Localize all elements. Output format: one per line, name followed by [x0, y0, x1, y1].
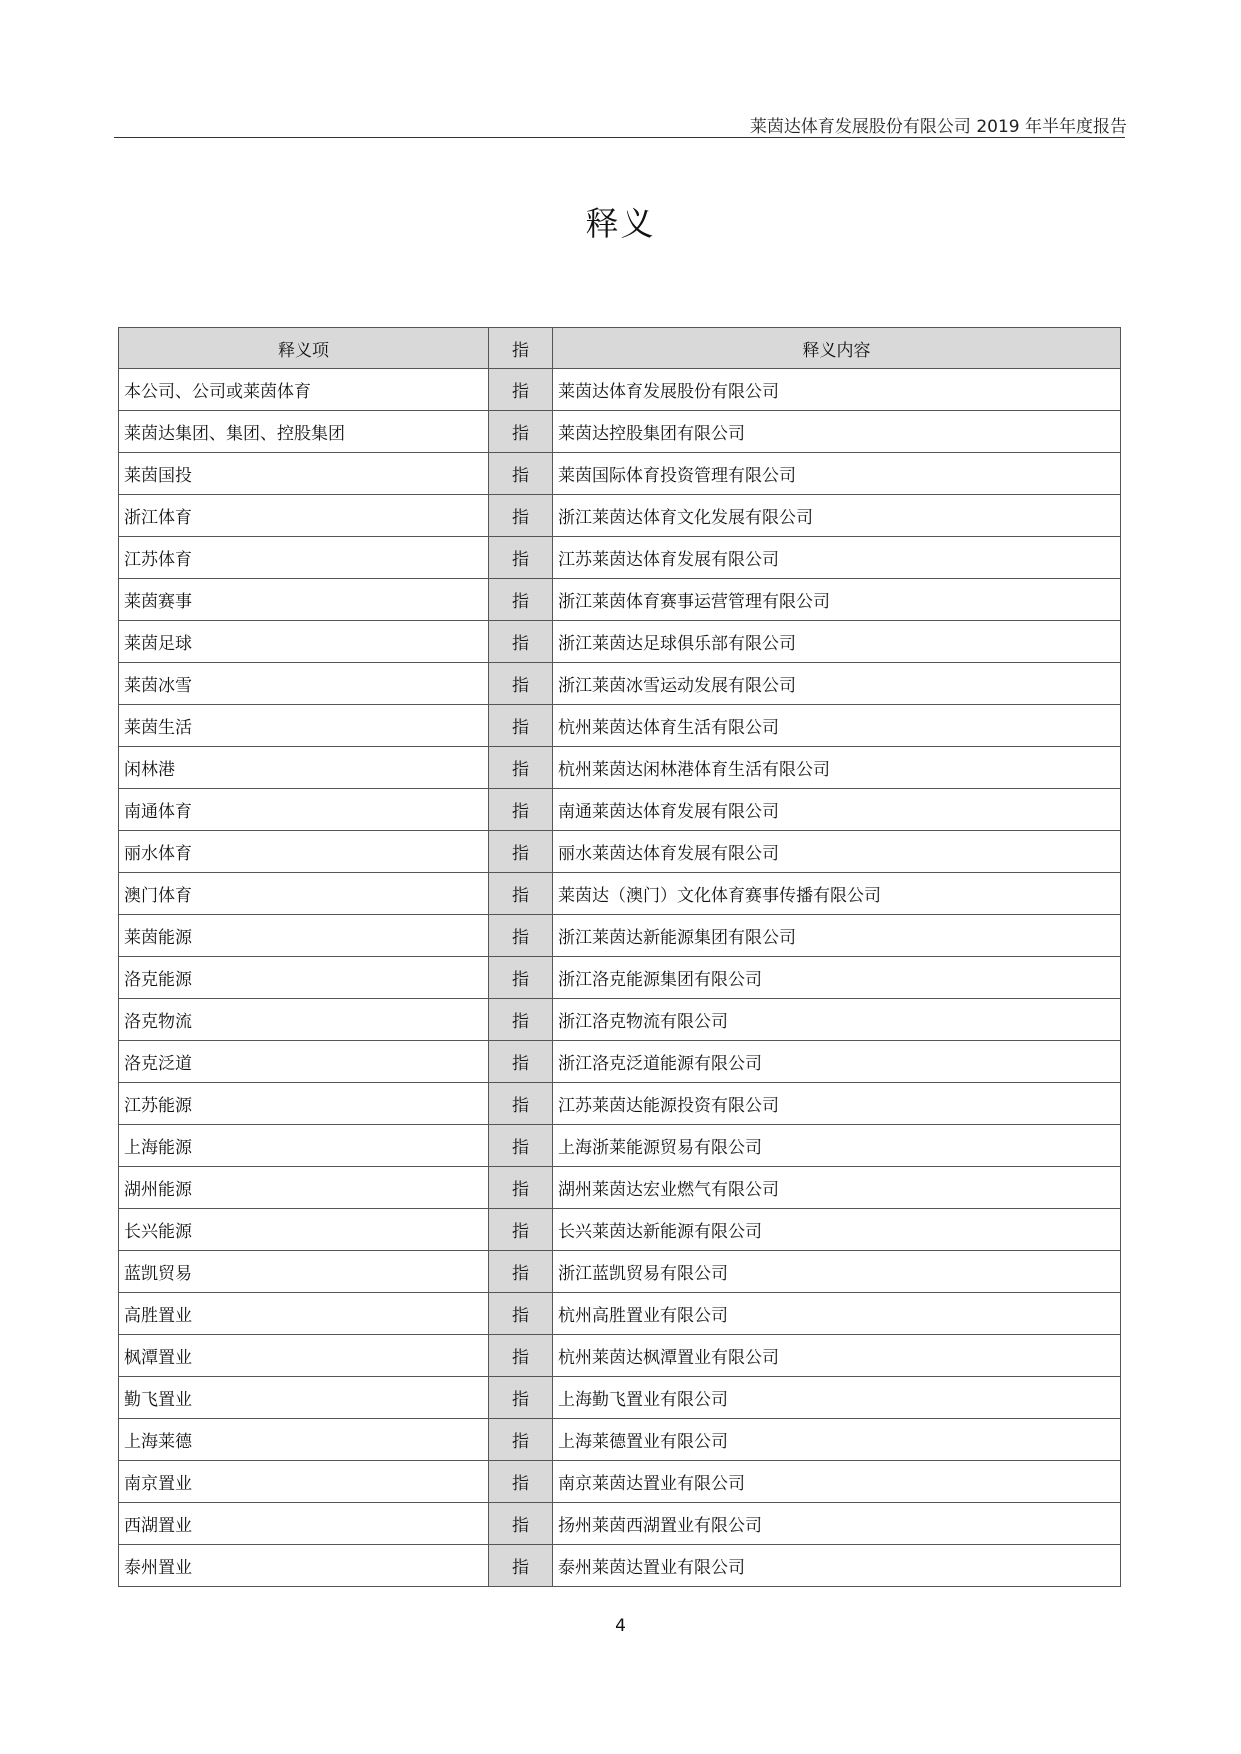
meaning-cell: 莱茵达体育发展股份有限公司	[553, 369, 1121, 411]
term-cell: 长兴能源	[119, 1209, 489, 1251]
table-row	[119, 1209, 1121, 1251]
table-row	[119, 915, 1121, 957]
term-cell: 高胜置业	[119, 1293, 489, 1335]
meaning-cell: 浙江莱茵达体育文化发展有限公司	[553, 495, 1121, 537]
meaning-cell: 江苏莱茵达能源投资有限公司	[553, 1083, 1121, 1125]
column-header-meaning: 释义内容	[553, 328, 1121, 369]
meaning-cell: 杭州莱茵达体育生活有限公司	[553, 705, 1121, 747]
table-row	[119, 1419, 1121, 1461]
meaning-cell: 上海勤飞置业有限公司	[553, 1377, 1121, 1419]
table-row	[119, 1377, 1121, 1419]
table-row	[119, 873, 1121, 915]
term-cell: 江苏体育	[119, 537, 489, 579]
refers-cell: 指	[489, 1461, 553, 1503]
meaning-cell: 南京莱茵达置业有限公司	[553, 1461, 1121, 1503]
table-row	[119, 411, 1121, 453]
meaning-cell: 浙江莱茵达足球俱乐部有限公司	[553, 621, 1121, 663]
meaning-cell: 上海浙莱能源贸易有限公司	[553, 1125, 1121, 1167]
refers-cell: 指	[489, 663, 553, 705]
definitions-table	[118, 327, 1121, 1587]
meaning-cell: 浙江洛克泛道能源有限公司	[553, 1041, 1121, 1083]
term-cell: 丽水体育	[119, 831, 489, 873]
meaning-cell: 丽水莱茵达体育发展有限公司	[553, 831, 1121, 873]
term-cell: 莱茵赛事	[119, 579, 489, 621]
table-row	[119, 495, 1121, 537]
meaning-cell: 湖州莱茵达宏业燃气有限公司	[553, 1167, 1121, 1209]
refers-cell: 指	[489, 999, 553, 1041]
meaning-cell: 杭州莱茵达闲林港体育生活有限公司	[553, 747, 1121, 789]
term-cell: 澳门体育	[119, 873, 489, 915]
page-title: 释义	[585, 204, 656, 243]
term-cell: 莱茵足球	[119, 621, 489, 663]
term-cell: 莱茵冰雪	[119, 663, 489, 705]
term-cell: 洛克物流	[119, 999, 489, 1041]
term-cell: 本公司、公司或莱茵体育	[119, 369, 489, 411]
term-cell: 勤飞置业	[119, 1377, 489, 1419]
table-row	[119, 1293, 1121, 1335]
table-row	[119, 1503, 1121, 1545]
table-row	[119, 621, 1121, 663]
term-cell: 莱茵国投	[119, 453, 489, 495]
refers-cell: 指	[489, 1545, 553, 1587]
refers-cell: 指	[489, 705, 553, 747]
header-divider	[114, 137, 1125, 138]
page-number: 4	[615, 1616, 626, 1636]
term-cell: 洛克能源	[119, 957, 489, 999]
report-header-title: 莱茵达体育发展股份有限公司 2019 年半年度报告	[749, 117, 1127, 137]
term-cell: 江苏能源	[119, 1083, 489, 1125]
term-cell: 闲林港	[119, 747, 489, 789]
table-row	[119, 1545, 1121, 1587]
table-row	[119, 1167, 1121, 1209]
meaning-cell: 江苏莱茵达体育发展有限公司	[553, 537, 1121, 579]
term-cell: 西湖置业	[119, 1503, 489, 1545]
refers-cell: 指	[489, 1083, 553, 1125]
term-cell: 枫潭置业	[119, 1335, 489, 1377]
meaning-cell: 浙江洛克能源集团有限公司	[553, 957, 1121, 999]
refers-cell: 指	[489, 579, 553, 621]
meaning-cell: 杭州高胜置业有限公司	[553, 1293, 1121, 1335]
table-row	[119, 1251, 1121, 1293]
term-cell: 浙江体育	[119, 495, 489, 537]
refers-cell: 指	[489, 1377, 553, 1419]
meaning-cell: 浙江莱茵达新能源集团有限公司	[553, 915, 1121, 957]
refers-cell: 指	[489, 537, 553, 579]
meaning-cell: 莱茵达（澳门）文化体育赛事传播有限公司	[553, 873, 1121, 915]
refers-cell: 指	[489, 495, 553, 537]
refers-cell: 指	[489, 411, 553, 453]
meaning-cell: 浙江蓝凯贸易有限公司	[553, 1251, 1121, 1293]
refers-cell: 指	[489, 747, 553, 789]
meaning-cell: 扬州莱茵西湖置业有限公司	[553, 1503, 1121, 1545]
refers-cell: 指	[489, 1293, 553, 1335]
term-cell: 蓝凯贸易	[119, 1251, 489, 1293]
table-row	[119, 705, 1121, 747]
meaning-cell: 上海莱德置业有限公司	[553, 1419, 1121, 1461]
term-cell: 上海莱德	[119, 1419, 489, 1461]
definitions-table-body	[119, 369, 1121, 1587]
term-cell: 南通体育	[119, 789, 489, 831]
table-row	[119, 1335, 1121, 1377]
table-row	[119, 957, 1121, 999]
refers-cell: 指	[489, 1125, 553, 1167]
refers-cell: 指	[489, 369, 553, 411]
refers-cell: 指	[489, 621, 553, 663]
meaning-cell: 浙江莱茵体育赛事运营管理有限公司	[553, 579, 1121, 621]
refers-cell: 指	[489, 1503, 553, 1545]
refers-cell: 指	[489, 1167, 553, 1209]
meaning-cell: 莱茵国际体育投资管理有限公司	[553, 453, 1121, 495]
term-cell: 南京置业	[119, 1461, 489, 1503]
refers-cell: 指	[489, 873, 553, 915]
refers-cell: 指	[489, 1041, 553, 1083]
table-row	[119, 537, 1121, 579]
meaning-cell: 莱茵达控股集团有限公司	[553, 411, 1121, 453]
refers-cell: 指	[489, 1209, 553, 1251]
table-row	[119, 789, 1121, 831]
table-row	[119, 999, 1121, 1041]
table-header-row	[119, 328, 1121, 369]
meaning-cell: 长兴莱茵达新能源有限公司	[553, 1209, 1121, 1251]
table-row	[119, 1461, 1121, 1503]
term-cell: 洛克泛道	[119, 1041, 489, 1083]
refers-cell: 指	[489, 957, 553, 999]
meaning-cell: 泰州莱茵达置业有限公司	[553, 1545, 1121, 1587]
table-row	[119, 1041, 1121, 1083]
refers-cell: 指	[489, 453, 553, 495]
refers-cell: 指	[489, 1419, 553, 1461]
table-row	[119, 1083, 1121, 1125]
meaning-cell: 南通莱茵达体育发展有限公司	[553, 789, 1121, 831]
refers-cell: 指	[489, 915, 553, 957]
refers-cell: 指	[489, 831, 553, 873]
meaning-cell: 浙江莱茵冰雪运动发展有限公司	[553, 663, 1121, 705]
term-cell: 莱茵能源	[119, 915, 489, 957]
column-header-term: 释义项	[119, 328, 489, 369]
table-row	[119, 747, 1121, 789]
refers-cell: 指	[489, 1251, 553, 1293]
term-cell: 上海能源	[119, 1125, 489, 1167]
table-row	[119, 579, 1121, 621]
table-row	[119, 663, 1121, 705]
table-row	[119, 369, 1121, 411]
refers-cell: 指	[489, 789, 553, 831]
refers-cell: 指	[489, 1335, 553, 1377]
column-header-refers: 指	[489, 328, 553, 369]
meaning-cell: 浙江洛克物流有限公司	[553, 999, 1121, 1041]
table-row	[119, 831, 1121, 873]
meaning-cell: 杭州莱茵达枫潭置业有限公司	[553, 1335, 1121, 1377]
table-row	[119, 453, 1121, 495]
term-cell: 湖州能源	[119, 1167, 489, 1209]
term-cell: 莱茵达集团、集团、控股集团	[119, 411, 489, 453]
table-row	[119, 1125, 1121, 1167]
term-cell: 莱茵生活	[119, 705, 489, 747]
term-cell: 泰州置业	[119, 1545, 489, 1587]
